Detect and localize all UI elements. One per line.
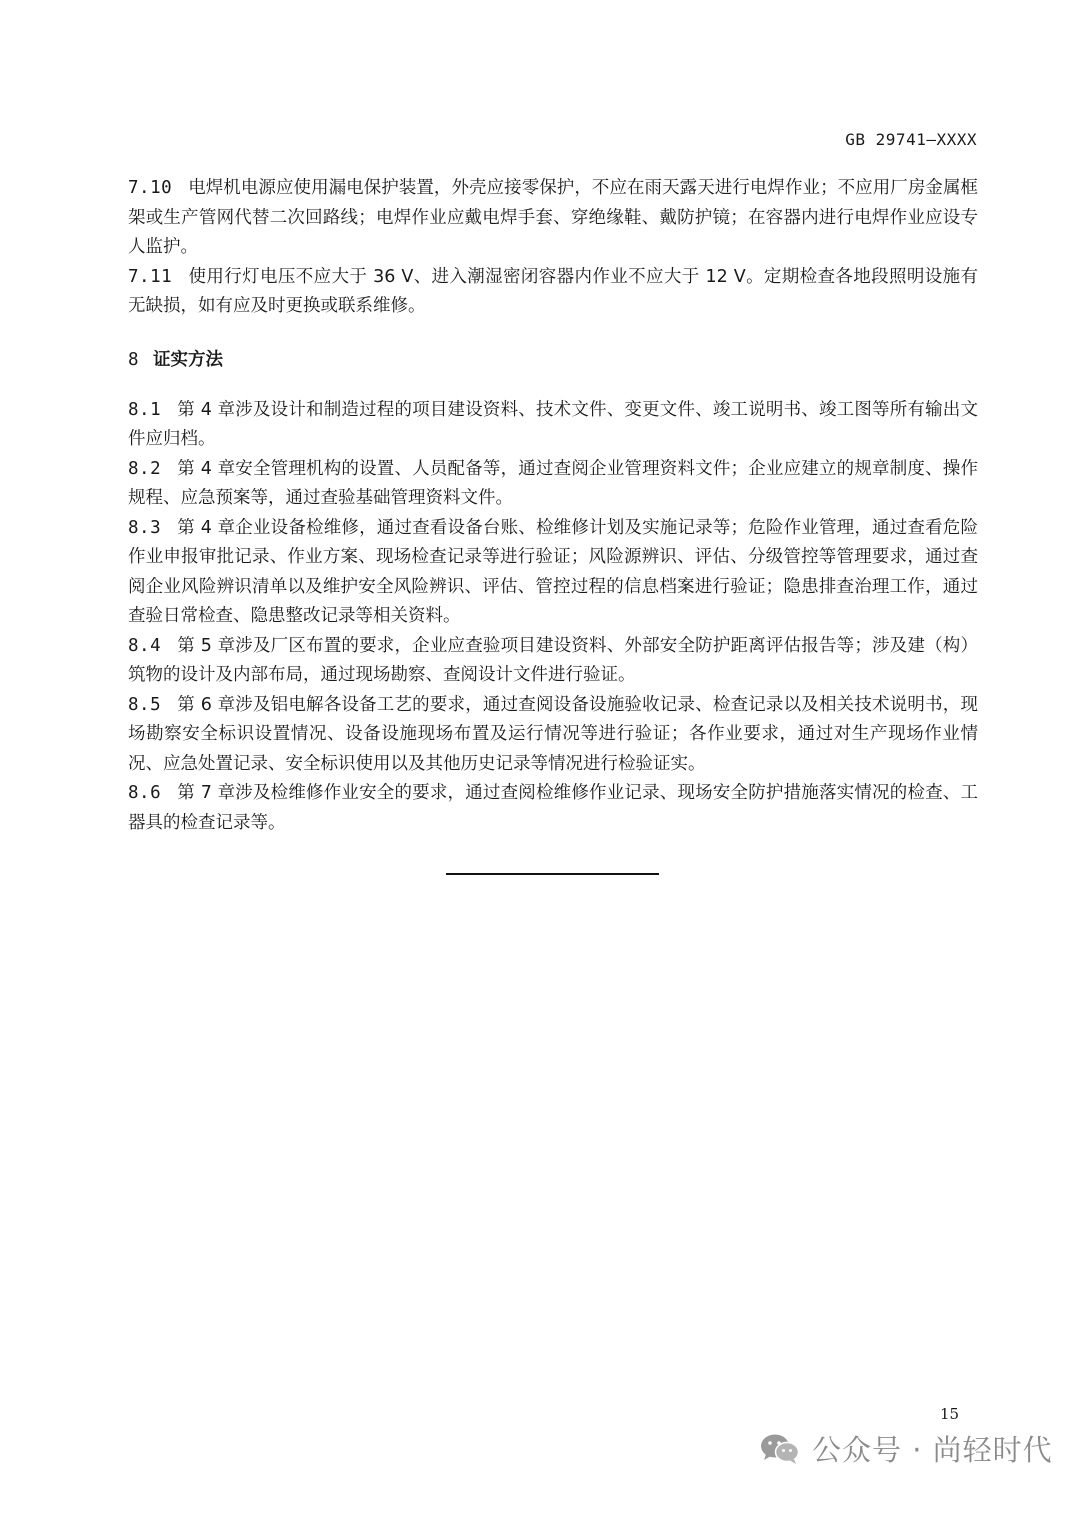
clause-number: 8.3 [128, 517, 162, 538]
wechat-icon [760, 1432, 800, 1466]
section-number: 8 [128, 349, 140, 370]
clause-number: 7.10 [128, 178, 173, 198]
watermark-text: 公众号 · 尚轻时代 [812, 1433, 1053, 1467]
clause-text: 第 7 章涉及检维修作业安全的要求，通过查阅检维修作业记录、现场安全防护措施落实情况的检查、工器具的检查记录等。 [128, 783, 978, 833]
page-content [128, 174, 978, 838]
clause-number: 8.6 [128, 783, 162, 803]
clause-number: 8.1 [128, 399, 162, 420]
clause-8-1 [128, 396, 978, 455]
end-of-document-rule [446, 873, 659, 875]
clause-8-6 [128, 779, 978, 838]
clause-7-11 [128, 263, 978, 322]
clause-text: 第 4 章安全管理机构的设置、人员配备等，通过查阅企业管理资料文件；企业应建立的规章制度、操作规程、应急预案等，通过查验基础管理资料文件。 [128, 458, 978, 508]
section-title: 证实方法 [153, 349, 224, 370]
clause-text: 第 6 章涉及铝电解各设备工艺的要求，通过查阅设备设施验收记录、检查记录以及相关技术说明书，现场勘察安全标识设置情况、设备设施现场布置及运行情况等进行验证；各作业要求，通过对生产现场作业情况、应急处置记录、安全标识使用以及其他历史记录等情况进行检验证实。 [128, 694, 978, 774]
clause-text: 第 4 章企业设备检维修，通过查看设备台账、检维修计划及实施记录等；危险作业管理，通过查看危险作业申报审批记录、作业方案、现场检查记录等进行验证；风险源辨识、评估、分级管控等管理要求，通过查阅企业风险辨识清单以及维护安全风险辨识、评估、管控过程的信息档案进行验证；隐患排查治理工作，通过查验日常检查、隐患整改记录等相关资料。 [128, 517, 978, 626]
clause-8-3 [128, 514, 978, 632]
clause-7-10 [128, 174, 978, 263]
clause-number: 7.11 [128, 266, 173, 287]
clause-8-4 [128, 632, 978, 691]
watermark [760, 1428, 1053, 1469]
clause-8-5 [128, 691, 978, 780]
clause-text: 使用行灯电压不应大于 36 V、进入潮湿密闭容器内作业不应大于 12 V。定期检查各地段照明设施有无缺损，如有应及时更换或联系维修。 [128, 266, 978, 316]
clause-number: 8.4 [128, 635, 162, 656]
clause-text: 电焊机电源应使用漏电保护装置，外壳应接零保护，不应在雨天露天进行电焊作业；不应用厂房金属框架或生产管网代替二次回路线；电焊作业应戴电焊手套、穿绝缘鞋、戴防护镜；在容器内进行电焊作业应设专人监护。 [128, 178, 978, 257]
clause-number: 8.5 [128, 694, 162, 715]
page-number: 15 [940, 1405, 960, 1423]
clause-text: 第 4 章涉及设计和制造过程的项目建设资料、技术文件、变更文件、竣工说明书、竣工图等所有输出文件应归档。 [128, 399, 978, 449]
section-heading-8 [128, 345, 978, 375]
clause-text: 第 5 章涉及厂区布置的要求，企业应查验项目建设资料、外部安全防护距离评估报告等；涉及建（构）筑物的设计及内部布局，通过现场勘察、查阅设计文件进行验证。 [128, 635, 978, 685]
clause-number: 8.2 [128, 458, 162, 479]
clause-8-2 [128, 455, 978, 514]
document-code: GB 29741—XXXX [845, 130, 977, 149]
